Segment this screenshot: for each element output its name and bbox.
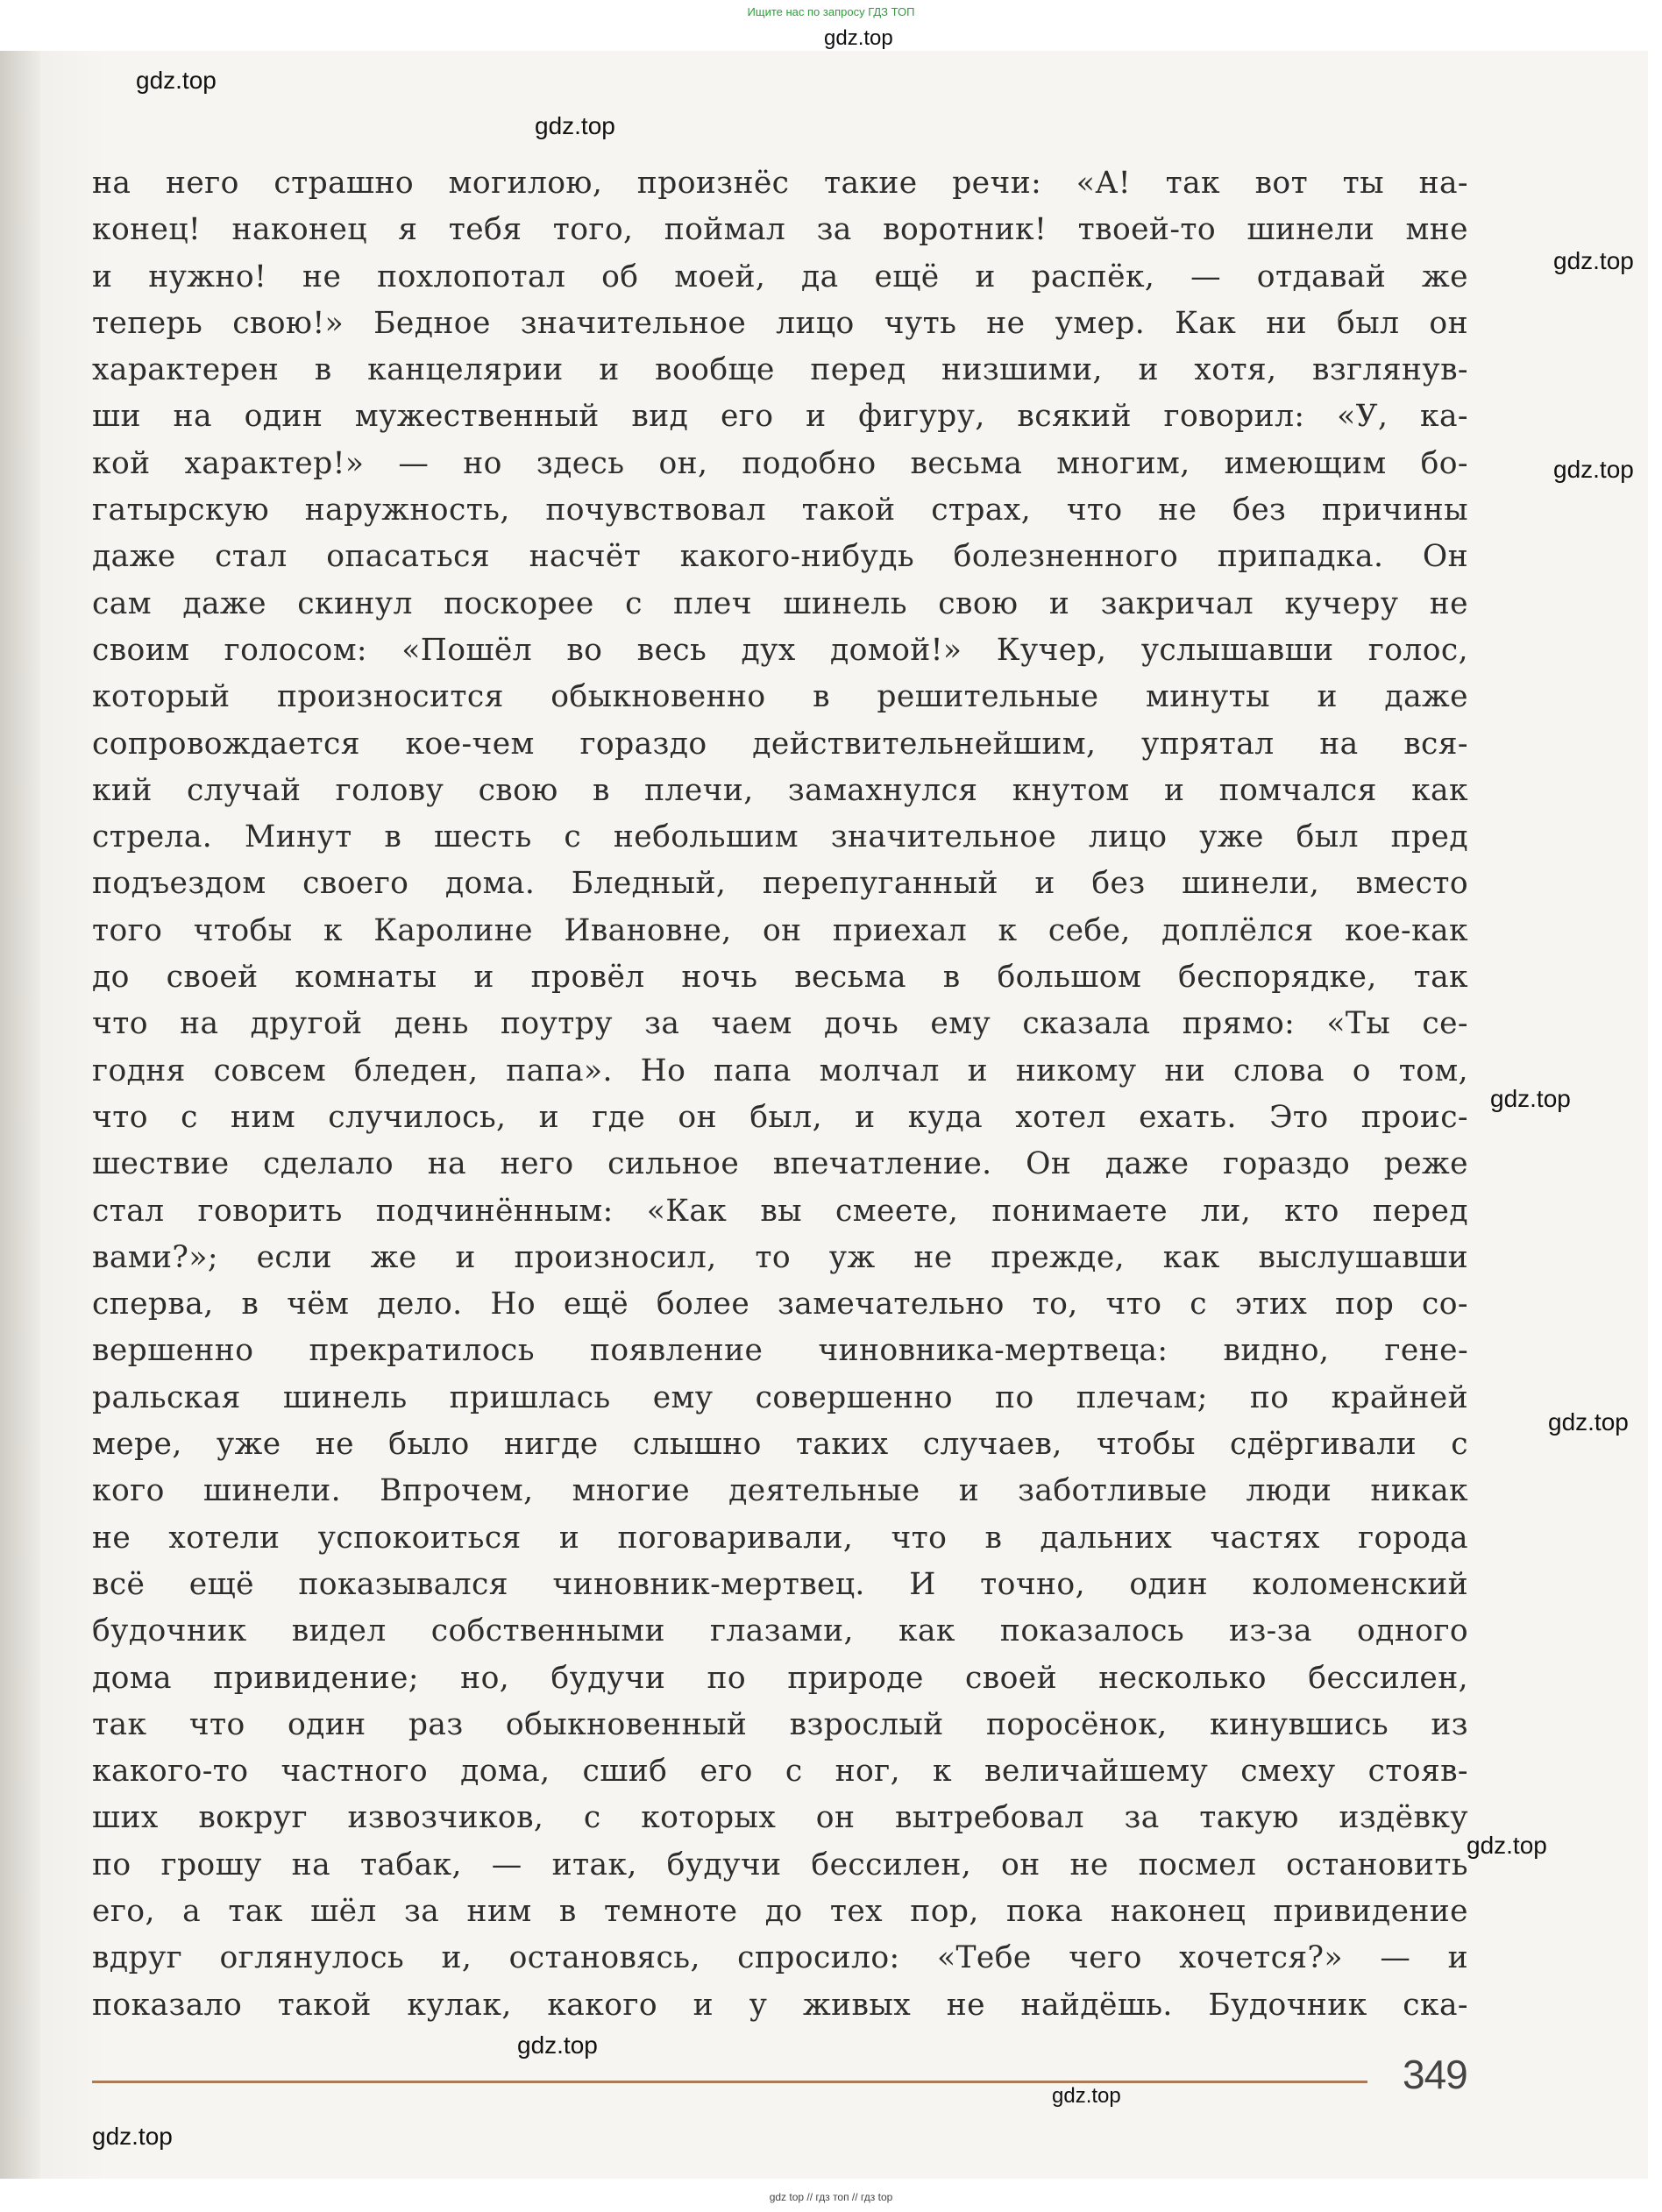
page-number: 349	[1403, 2052, 1467, 2097]
text-line: по грошу на табак, — итак, будучи бессилен, он не посмел остановить	[92, 1847, 1468, 1882]
text-line: годня совсем бледен, папа». Но папа молчал и никому ни слова о том,	[92, 1053, 1468, 1088]
text-line: кой характер!» — но здесь он, подобно весьма многим, имеющим бо-	[92, 445, 1468, 481]
text-line: конец! наконец я тебя того, поймал за воротник! твоей-то шинели мне	[92, 212, 1468, 248]
text-line: вдруг оглянулось и, остановясь, спросило: «Тебе чего хочется?» — и	[92, 1940, 1468, 1976]
bottom-banner: gdz top // гдз топ // гдз top	[769, 2191, 893, 2203]
text-line: сам даже скинул поскорее с плеч шинель свою и закричал кучеру не	[92, 585, 1468, 621]
text-line: своим голосом: «Пошёл во весь дух домой!» Кучер, услышавши голос,	[92, 632, 1468, 668]
text-line: кого шинели. Впрочем, многие деятельные и заботливые люди никак	[92, 1473, 1468, 1509]
text-line: стрела. Минут в шесть с небольшим значительное лицо уже был пред	[92, 819, 1468, 855]
text-line: стал говорить подчинённым: «Как вы смеете, понимаете ли, кто перед	[92, 1193, 1468, 1229]
text-line: ши на один мужественный вид его и фигуру, всякий говорил: «У, ка-	[92, 399, 1468, 435]
text-line: вами?»; если же и произносил, то уж не прежде, как выслушавши	[92, 1239, 1468, 1275]
text-line: шествие сделало на него сильное впечатление. Он даже гораздо реже	[92, 1146, 1468, 1182]
text-line: вершенно прекратилось появление чиновника-мертвеца: видно, гене-	[92, 1333, 1468, 1369]
text-line: кий случай голову свою в плечи, замахнулся кнутом и помчался как	[92, 772, 1468, 808]
watermark: gdz.top	[517, 2031, 598, 2059]
watermark: gdz.top	[136, 67, 217, 94]
text-line: показало такой кулак, какого и у живых не найдёшь. Будочник ска-	[92, 1987, 1468, 2023]
text-line: теперь свою!» Бедное значительное лицо чуть не умер. Как ни был он	[92, 305, 1468, 341]
top-search-banner[interactable]: Ищите нас по запросу ГДЗ ТОП	[747, 5, 915, 18]
book-page	[0, 51, 1648, 2179]
watermark: gdz.top	[92, 2123, 173, 2150]
watermark: gdz.top	[824, 26, 893, 50]
text-line: до своей комнаты и провёл ночь весьма в большом беспорядке, так	[92, 960, 1468, 996]
watermark: gdz.top	[1052, 2084, 1121, 2108]
text-line: сопровождается кое-чем гораздо действительнейшим, упрятал на вся-	[92, 726, 1468, 762]
text-line: его, а так шёл за ним в темноте до тех пор, пока наконец привидение	[92, 1893, 1468, 1929]
text-line: что с ним случилось, и где он был, и куда хотел ехать. Это проис-	[92, 1099, 1468, 1135]
text-line: гатырскую наружность, почувствовал такой страх, что не без причины	[92, 493, 1468, 528]
page-body-text	[92, 160, 1468, 2029]
text-line: какого-то частного дома, сшиб его с ног, к величайшему смеху стояв-	[92, 1754, 1468, 1790]
footer-rule	[92, 2081, 1367, 2083]
text-line: который произносится обыкновенно в решительные минуты и даже	[92, 679, 1468, 715]
text-line: не хотели успокоиться и поговаривали, что в дальних частях города	[92, 1520, 1468, 1556]
text-line: даже стал опасаться насчёт какого-нибудь болезненного припадка. Он	[92, 539, 1468, 575]
text-line: характерен в канцелярии и вообще перед низшими, и хотя, взглянув-	[92, 352, 1468, 388]
text-line: будочник видел собственными глазами, как показалось из-за одного	[92, 1613, 1468, 1649]
watermark: gdz.top	[535, 112, 615, 139]
text-line: ральская шинель пришлась ему совершенно по плечам; по крайней	[92, 1379, 1468, 1415]
text-line: что на другой день поутру за чаем дочь ему сказала прямо: «Ты се-	[92, 1006, 1468, 1042]
text-line: сперва, в чём дело. Но ещё более замечательно то, что с этих пор со-	[92, 1287, 1468, 1322]
text-line: и нужно! не похлопотал об моей, да ещё и распёк, — отдавай же	[92, 259, 1468, 294]
page-binding-edge	[0, 51, 40, 2179]
text-line: так что один раз обыкновенный взрослый поросёнок, кинувшись из	[92, 1706, 1468, 1742]
text-line: мере, уже не было нигде слышно таких случаев, чтобы сдёргивали с	[92, 1427, 1468, 1463]
watermark: gdz.top	[1548, 1408, 1629, 1436]
text-line: ших вокруг извозчиков, с которых он вытребовал за такую издёвку	[92, 1800, 1468, 1836]
text-line: подъездом своего дома. Бледный, перепуганный и без шинели, вместо	[92, 866, 1468, 902]
text-line: того чтобы к Каролине Ивановне, он приехал к себе, доплёлся кое-как	[92, 912, 1468, 948]
watermark: gdz.top	[1490, 1085, 1571, 1112]
watermark: gdz.top	[1553, 247, 1634, 274]
text-line: дома привидение; но, будучи по природе своей несколько бессилен,	[92, 1660, 1468, 1696]
watermark: gdz.top	[1467, 1832, 1547, 1859]
text-line: на него страшно могилою, произнёс такие речи: «А! так вот ты на-	[92, 166, 1468, 201]
text-line: всё ещё показывался чиновник-мертвец. И точно, один коломенский	[92, 1566, 1468, 1602]
watermark: gdz.top	[1553, 456, 1634, 483]
